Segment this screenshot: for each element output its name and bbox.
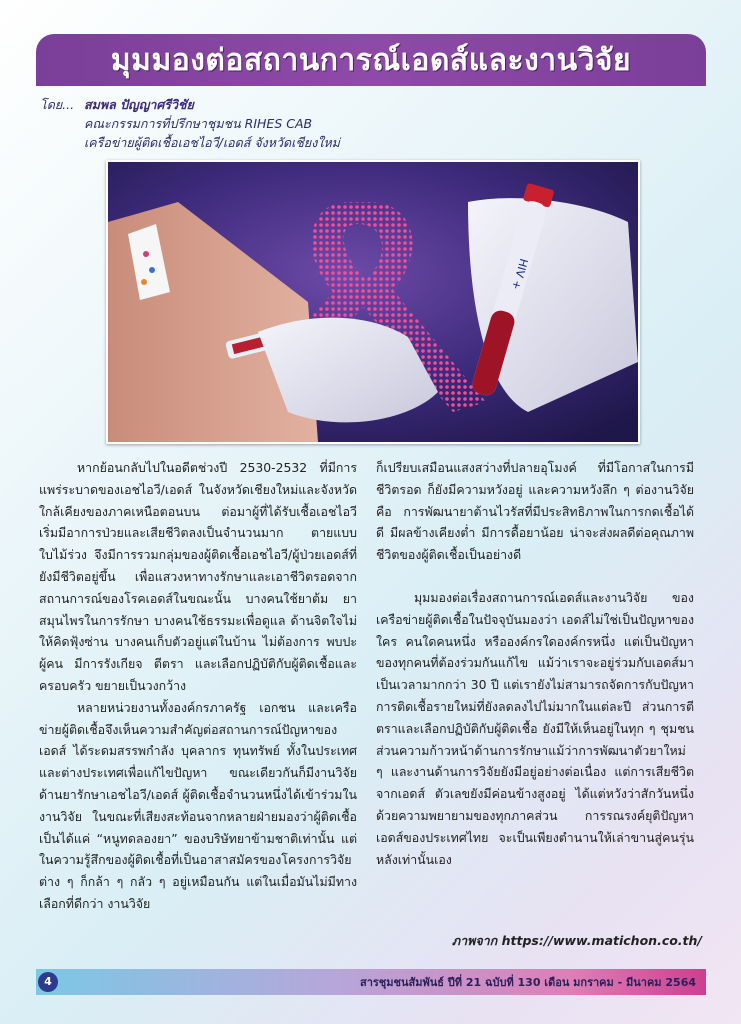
article-paragraph: ก็เปรียบเสมือนแสงสว่างที่ปลายอุโมงค์ ที่มีโอกาสในการมีชีวิตรอด ก็ยังมีความหวังอยู่ และความหวังลึก ๆ ต่องานวิจัยคือ การพัฒนายาต้านไวรัสที่มีประสิทธิภาพในการกดเชื้อได้ดี มีผลข้างเคียงต่ำ มีการดื้อยาน้อย น่าจะส่งผลดีต่อคุณภาพชีวิตของผู้ติดเชื้อเป็นอย่างดี — [376, 460, 694, 563]
tube-label: HIV + — [509, 257, 531, 292]
article-column-right — [376, 457, 694, 870]
article-paragraph: หากย้อนกลับไปในอดีตช่วงปี 2530-2532 ที่มีการแพร่ระบาดของเอชไอวี/เอดส์ ในจังหวัดเชียงใหม่และจังหวัดใกล้เคียงของภาคเหนือตอนบน ต่อมาผู้ที่ได้รับเชื้อเอชไอวีเริ่มมีอาการป่วยและเสียชีวิตลงเป็นจำนวนมาก ตายแบบใบไม้ร่วง จึงมีการรวมกลุ่มของผู้ติดเชื้อเอชไอวี/ผู้ป่วยเอดส์ที่ยังมีชีวิตอยู่ขึ้น เพื่อแสวงหาทางรักษาและเอาชีวิตรอดจากสถานการณ์ของโรคเอดส์ในขณะนั้น บางคนใช้ยาต้ม ยาสมุนไพรในการรักษา บางคนใช้ธรรมะเพื่อดูแล ด้านจิตใจไม่ให้คิดฟุ้งซ่าน บางคนเก็บตัวอยู่แต่ในบ้าน ไม่ต้องการ พบปะผู้คน มีการรังเกียจ ตีตรา และเลือกปฏิบัติกับผู้ติดเชื้อและครอบครัว ขยายเป็นวงกว้าง — [39, 460, 357, 693]
article-paragraph: มุมมองต่อเรื่องสถานการณ์เอดส์และงานวิจัย ของเครือข่ายผู้ติดเชื้อในปัจจุบันมองว่า เอดส์ไม่ใช่เป็นปัญหาของใคร คนใดคนหนึ่ง หรือองค์กรใดองค์กรหนึ่ง แต่เป็นปัญหาของทุกคนที่ต้องร่วมกันแก้ไข แม้ว่าเราจะอยู่ร่วมกับเอดส์มาเป็นเวลามากกว่า 30 ปี แต่เรายังไม่สามารถจัดการกับปัญหาการติดเชื้อรายใหม่ที่ยังลดลงไปไม่มากในแต่ละปี ส่วนการตีตราและเลือกปฏิบัติกับผู้ติดเชื้อ ยังมีให้เห็นอยู่ในทุก ๆ ชุมชน ส่วนความก้าวหน้าด้านการรักษาแม้ว่าการพัฒนาตัวยาใหม่ ๆ และงานด้านการวิจัยยังมีอยู่อย่างต่อเนื่อง แต่การเสียชีวิตจากเอดส์ ตัวเลขยังมีค่อนข้างสูงอยู่ ได้แต่หวังว่าสักวันหนึ่ง ด้วยความพยายามของทุกภาคส่วน การรณรงค์ยุติปัญหาเอดส์ของประเทศไทย จะเป็นเพียงตำนานให้เล่าขานสู่คนรุ่นหลังเท่านั้นเอง — [376, 589, 694, 867]
author-name: สมพล ปัญญาศรีวิชัย — [84, 97, 194, 112]
article-title: มุมมองต่อสถานการณ์เอดส์และงานวิจัย — [110, 42, 632, 78]
article-column-left — [39, 457, 357, 915]
page-number: 4 — [38, 972, 58, 992]
byline-prefix: โดย... — [40, 97, 75, 112]
publication-info: สารชุมชนสัมพันธ์ ปีที่ 21 ฉบับที่ 130 เดือน มกราคม - มีนาคม 2564 — [360, 976, 696, 989]
article-photo — [106, 160, 640, 444]
byline — [40, 95, 640, 152]
article-paragraph: หลายหน่วยงานทั้งองค์กรภาครัฐ เอกชน และเครือข่ายผู้ติดเชื้อจึงเห็นความสำคัญต่อสถานการณ์ปัญหาของเอดส์ ได้ระดมสรรพกำลัง บุคลากร ทุนทรัพย์ ทั้งในประเทศและต่างประเทศเพื่อแก้ไขปัญหา ขณะเดียวกันก็มีงานวิจัยด้านยารักษาเอชไอวี/เอดส์ ผู้ติดเชื้อจำนวนหนึ่งได้เข้าร่วมในงานวิจัย ในขณะที่เสียงสะท้อนจากหลายฝ่ายมองว่าผู้ติดเชื้อเป็นได้แค่ “หนูทดลองยา” ของบริษัทยาข้ามชาติเท่านั้น แต่ในความรู้สึกของผู้ติดเชื้อที่เป็นอาสาสมัครของโครงการวิจัยต่าง ๆ ก็กล้า ๆ กลัว ๆ อยู่เหมือนกัน แต่ในเมื่อมันไม่มีทางเลือกที่ดีกว่า งานวิจัย — [39, 699, 357, 911]
photo-credit: ภาพจาก https://www.matichon.co.th/ — [451, 933, 702, 948]
author-organization: เครือข่ายผู้ติดเชื้อเอชไอวี/เอดส์ จังหวัดเชียงใหม่ — [84, 135, 340, 150]
article-title-banner — [36, 34, 706, 86]
footer-bar — [36, 969, 706, 995]
photo-illustration — [108, 162, 638, 442]
author-role: คณะกรรมการที่ปรึกษาชุมชน RIHES CAB — [84, 116, 313, 131]
